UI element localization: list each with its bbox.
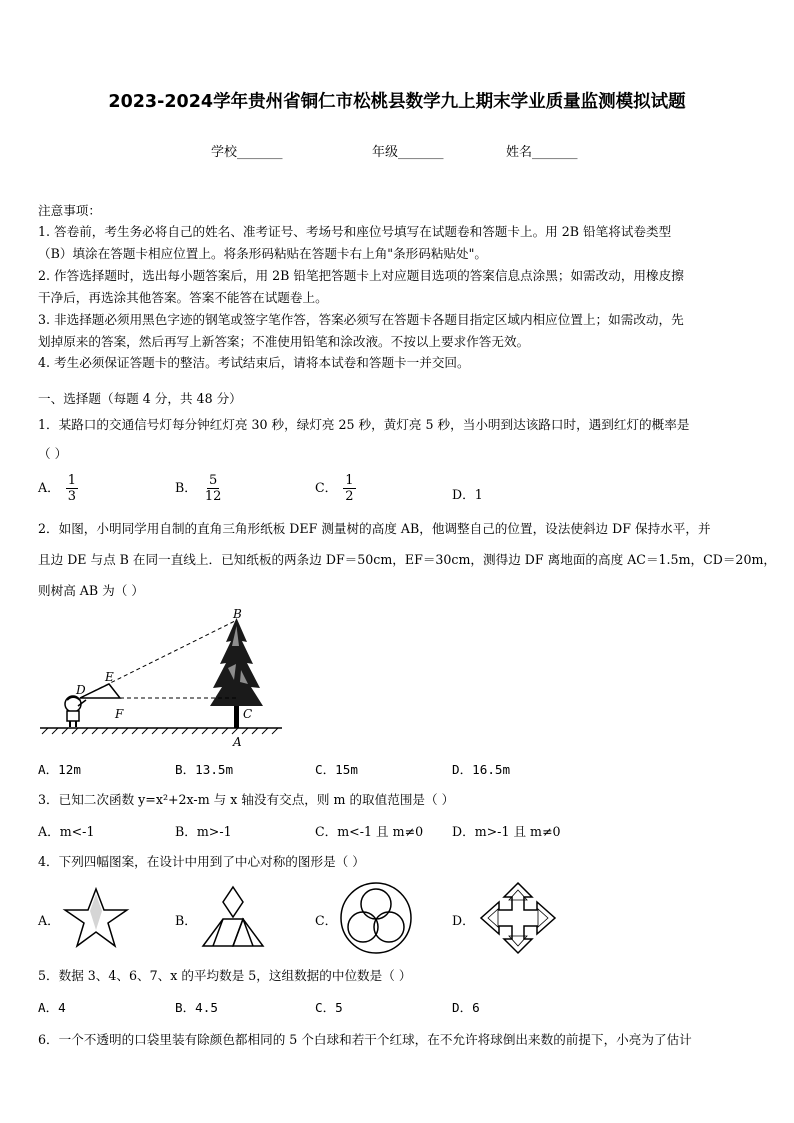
question-3-stem: 3．已知二次函数 y=x²+2x-m 与 x 轴没有交点，则 m 的取值范围是（ ） <box>38 792 455 807</box>
question-2-line: 且边 DE 与点 B 在同一直线上．已知纸板的两条边 DF＝50cm，EF＝30cm，测得边 DF 离地面的高度 AC＝1.5m，CD＝20m， <box>38 552 776 567</box>
q2-option-c: C．15m <box>315 762 358 777</box>
tree-icon <box>210 618 263 728</box>
question-4-stem: 4．下列四幅图案，在设计中用到了中心对称的图形是（ ） <box>38 854 365 869</box>
question-5-stem: 5．数据 3、4、6、7、x 的平均数是 5，这组数据的中位数是（ ） <box>38 968 412 983</box>
school-field: 学校_______ <box>211 145 283 160</box>
q3-option-a: A．m<-1 <box>38 824 95 839</box>
question-6-stem: 6．一个不透明的口袋里装有除颜色都相同的 5 个白球和若干个红球，在不允许将球倒出来数的前提下，小亮为了估计 <box>38 1032 692 1047</box>
person-icon <box>65 696 86 727</box>
page-title: 2023-2024学年贵州省铜仁市松桃县数学九上期末学业质量监测模拟试题 <box>108 92 686 112</box>
q4-option-c: C． <box>315 913 338 928</box>
q4-option-b: B． <box>175 913 197 928</box>
notice-heading: 注意事项： <box>38 203 101 218</box>
label-c: C <box>243 707 253 721</box>
q2-option-a: A．12m <box>38 762 81 777</box>
question-2-line: 2．如图，小明同学用自制的直角三角形纸板 DEF 测量树的高度 AB，他调整自己的位置，设法使斜边 DF 保持水平，并 <box>38 521 711 536</box>
q1-option-b: B． $\frac{5}{12}$ <box>175 473 222 504</box>
three-rhombus-figure-icon <box>198 884 268 950</box>
label-d: D <box>76 683 86 697</box>
notice-line: 3. 非选择题必须用黑色字迹的钢笔或签字笔作答，答案必须写在答题卡各题目指定区域内相应位置上；如需改动，先 <box>38 312 684 327</box>
star-figure-icon <box>62 886 130 950</box>
notice-line: （B）填涂在答题卡相应位置上。将条形码粘贴在答题卡右上角"条形码粘贴处"。 <box>38 246 488 261</box>
q5-option-b: B．4.5 <box>175 1000 218 1015</box>
label-f: F <box>115 707 124 721</box>
question-2-line: 则树高 AB 为（ ） <box>38 583 144 598</box>
notice-line: 划掉原来的答案，然后再写上新答案；不准使用铅笔和涂改液。不按以上要求作答无效。 <box>38 334 530 349</box>
tree-measurement-figure <box>36 606 286 750</box>
q4-option-a: A． <box>38 913 60 928</box>
q2-option-b: B．13.5m <box>175 762 234 777</box>
four-arrows-figure-icon <box>478 880 558 956</box>
q3-option-d: D．m>-1 且 m≠0 <box>452 824 561 839</box>
q3-option-c: C．m<-1 且 m≠0 <box>315 824 424 839</box>
q3-option-b: B．m>-1 <box>175 824 232 839</box>
q1-option-d: D．1 <box>452 487 483 502</box>
q5-option-c: C．5 <box>315 1000 343 1015</box>
q1-option-a: A． $\frac{1}{3}$ <box>38 473 76 504</box>
section-heading: 一、选择题（每题 4 分，共 48 分） <box>38 391 242 406</box>
notice-line: 干净后，再选涂其他答案。答案不能答在试题卷上。 <box>38 290 328 305</box>
notice-line: 4. 考生必须保证答题卡的整洁。考试结束后，请将本试卷和答题卡一并交回。 <box>38 355 470 370</box>
notice-line: 1. 答卷前，考生务必将自己的姓名、准考证号、考场号和座位号填写在试题卷和答题卡上。用 2B 铅笔将试卷类型 <box>38 224 672 239</box>
circles-figure-icon <box>338 880 414 956</box>
q5-option-a: A．4 <box>38 1000 66 1015</box>
q1-option-c: C． $\frac{1}{2}$ <box>315 473 354 504</box>
name-field: 姓名_______ <box>506 145 578 160</box>
label-a: A <box>233 735 242 749</box>
label-b: B <box>233 607 242 621</box>
grade-field: 年级_______ <box>372 145 444 160</box>
label-e: E <box>105 670 114 684</box>
notice-line: 2. 作答选择题时，选出每小题答案后，用 2B 铅笔把答题卡上对应题目选项的答案信息点涂黑；如需改动，用橡皮擦 <box>38 268 684 283</box>
question-1-stem: 1．某路口的交通信号灯每分钟红灯亮 30 秒，绿灯亮 25 秒，黄灯亮 5 秒，当小明到达该路口时，遇到红灯的概率是 <box>38 417 690 432</box>
q4-option-d: D． <box>452 913 475 928</box>
q2-option-d: D．16.5m <box>452 762 511 777</box>
question-1-paren: （ ） <box>38 446 68 461</box>
q5-option-d: D．6 <box>452 1000 480 1015</box>
